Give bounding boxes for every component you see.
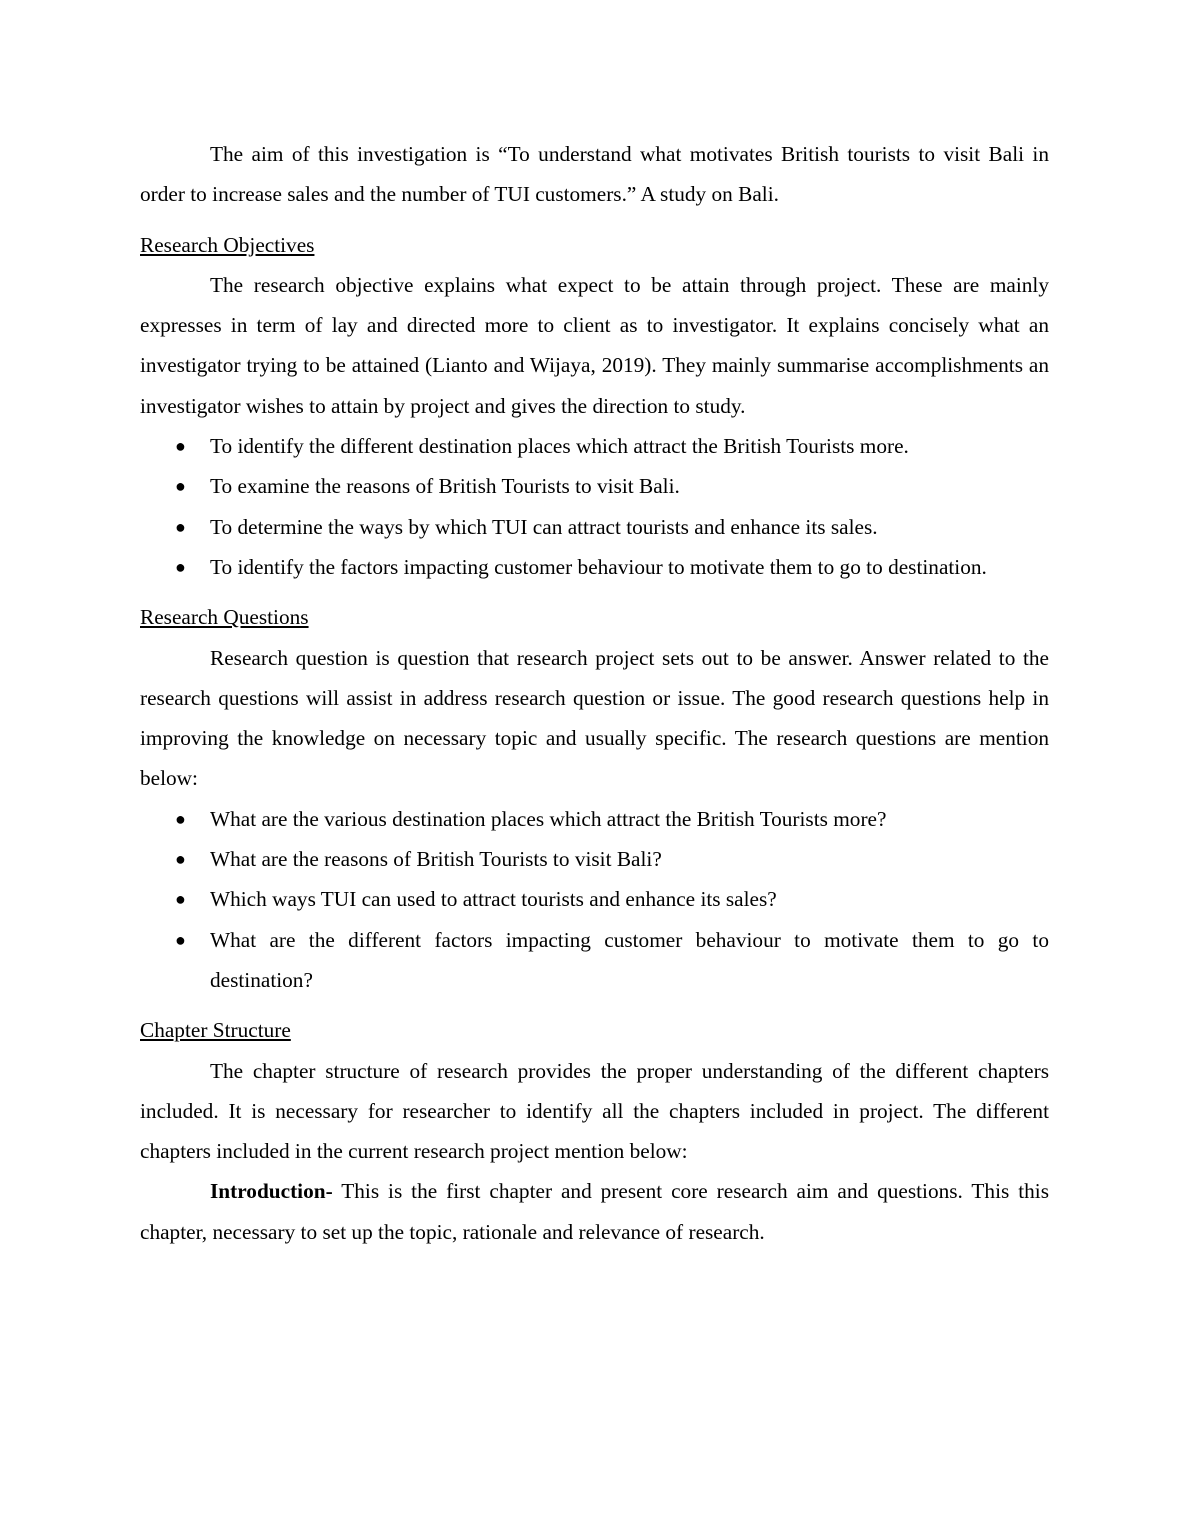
aim-paragraph: The aim of this investigation is “To understand what motivates British tourists to visit Bali in order to increase sales and the number of TUI customers.” A study on Bali.: [140, 142, 1049, 207]
structure-paragraph: The chapter structure of research provides the proper understanding of the different chapters included. It is necessary for researcher to identify all the chapters included in project. The different chapters included in the current research project mention below:: [140, 1058, 1049, 1164]
bullet-icon: ●: [175, 516, 186, 537]
bullet-icon: ●: [175, 476, 186, 497]
list-item-text: What are the various destination places which attract the British Tourists more?: [210, 806, 887, 831]
objectives-list: [140, 426, 1049, 587]
bullet-icon: ●: [175, 849, 186, 870]
introduction-label: Introduction-: [210, 1179, 333, 1204]
bullet-icon: ●: [175, 929, 186, 950]
list-item: [140, 839, 1049, 879]
list-item: [140, 507, 1049, 547]
list-item-text: To identify the factors impacting customer behaviour to motivate them to go to destination.: [210, 554, 987, 579]
list-item: [140, 426, 1049, 466]
list-item: [140, 920, 1049, 1001]
bullet-icon: ●: [175, 436, 186, 457]
list-item-text: Which ways TUI can used to attract tourists and enhance its sales?: [210, 887, 777, 912]
list-item: [140, 799, 1049, 839]
list-item: [140, 466, 1049, 506]
bullet-icon: ●: [175, 889, 186, 910]
heading-research-questions: Research Questions: [140, 605, 309, 630]
list-item: [140, 879, 1049, 919]
list-item-text: To identify the different destination places which attract the British Tourists more.: [210, 434, 909, 459]
list-item: [140, 547, 1049, 587]
objectives-paragraph: The research objective explains what expect to be attain through project. These are mainly expresses in term of lay and directed more to client as to investigator. It explains concisely what an investigator trying to be attained (Lianto and Wijaya, 2019). They mainly summarise accomplishments an investigator wishes to attain by project and gives the direction to study.: [140, 272, 1049, 418]
introduction-paragraph: [140, 1171, 1049, 1252]
bullet-icon: ●: [175, 808, 186, 829]
heading-chapter-structure: Chapter Structure: [140, 1018, 291, 1043]
introduction-text: This is the first chapter and present core research aim and questions. This this chapter, necessary to set up the topic, rationale and relevance of research.: [140, 1179, 1049, 1244]
questions-list: [140, 799, 1049, 1000]
bullet-icon: ●: [175, 556, 186, 577]
list-item-text: To determine the ways by which TUI can attract tourists and enhance its sales.: [210, 514, 878, 539]
list-item-text: To examine the reasons of British Tourists to visit Bali.: [210, 474, 680, 499]
list-item-text: What are the different factors impacting customer behaviour to motivate them to go to destination?: [210, 927, 1049, 992]
document-page: [140, 134, 1049, 1252]
heading-research-objectives: Research Objectives: [140, 232, 315, 257]
questions-paragraph: Research question is question that research project sets out to be answer. Answer related to the research questions will assist in address research question or issue. The good research questions help in improving the knowledge on necessary topic and usually specific. The research questions are mention below:: [140, 645, 1049, 791]
list-item-text: What are the reasons of British Tourists to visit Bali?: [210, 847, 662, 872]
